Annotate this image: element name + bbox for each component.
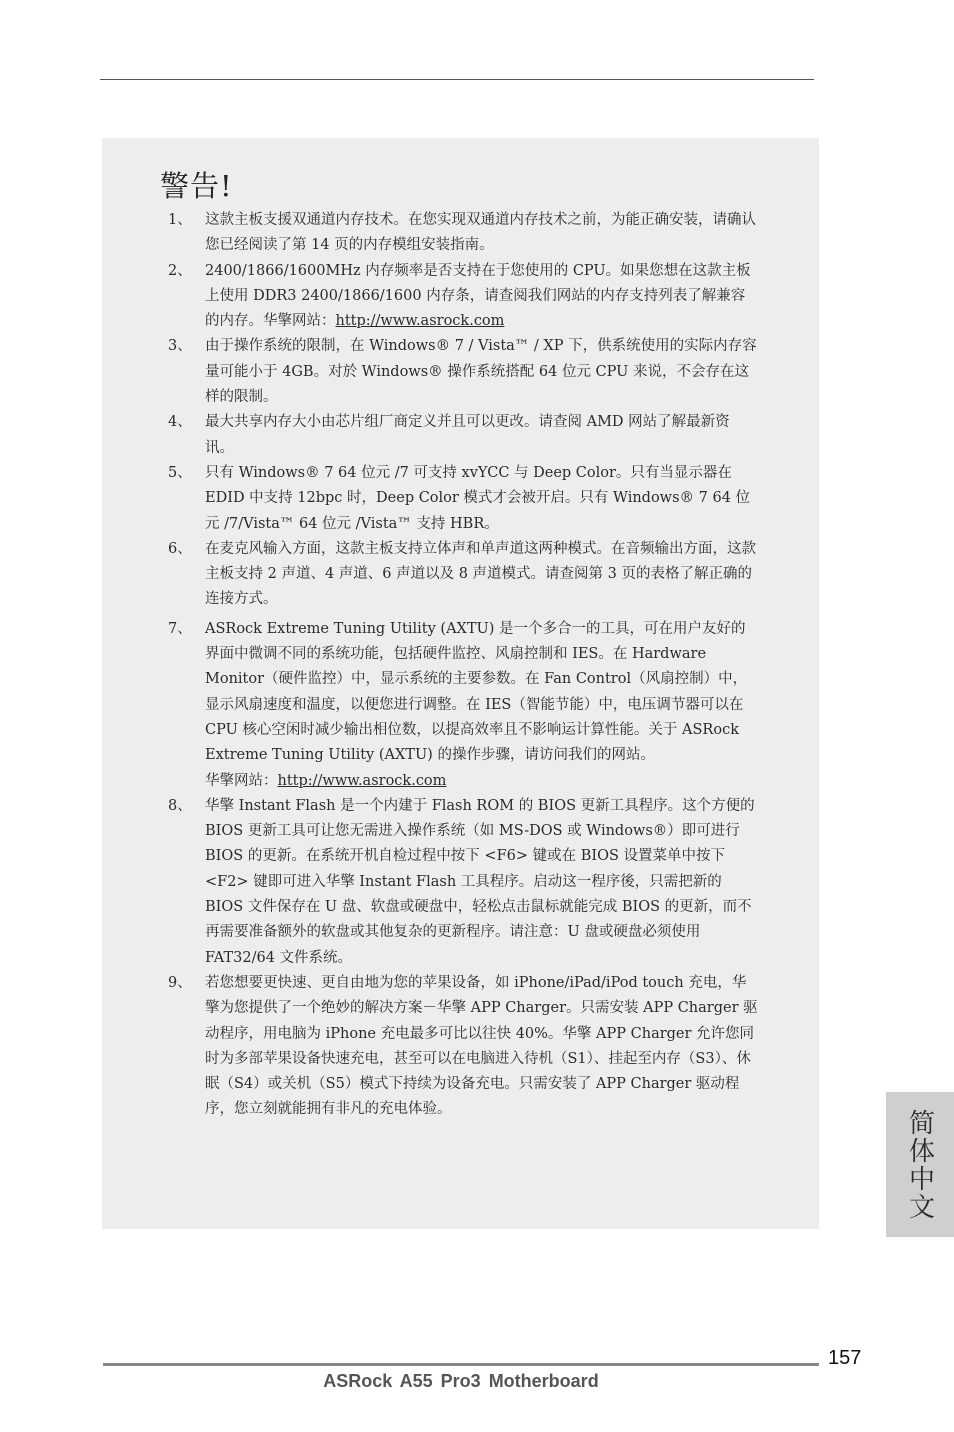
item-number: 9、 bbox=[168, 974, 192, 991]
item-text: 2400/1866/1600MHz 内存频率是否支持在于您使用的 CPU。如果您想在这款主板上使用 DDR3 2400/1866/1600 内存条，请查阅我们网站的内存支持列表了解兼容的内存。华擎网站： bbox=[205, 262, 751, 330]
item-number: 3、 bbox=[168, 338, 192, 355]
item-text: 这款主板支援双通道内存技术。在您实现双通道内存技术之前，为能正确安装，请确认您已经阅读了第 14 页的内存模组安装指南。 bbox=[205, 212, 756, 254]
item-text: 华擎 Instant Flash 是一个内建于 Flash ROM 的 BIOS 更新工具程序。这个方便的 BIOS 更新工具可让您无需进入操作系统（如 MS-DOS 或 Windows®）即可进行 BIOS 的更新。在系统开机自检过程中按下 <F6> 键或在 BIOS 设置菜单中按下 <F2> 键即可进入华擎 Instant Flash 工具程序。启动这一程序後，只需把新的 BIOS 文件保存在 U 盘、软盘或硬盘中，轻松点击鼠标就能完成 BIOS 的更新，而不再需要准备额外的软盘或其他复杂的更新程序。请注意：U 盘或硬盘必须使用 FAT32/64 文件系统。 bbox=[205, 797, 755, 966]
item-number: 6、 bbox=[168, 540, 192, 557]
list-item bbox=[168, 794, 758, 971]
warning-title: 警告! bbox=[160, 169, 233, 203]
item-text: 由于操作系统的限制，在 Windows® 7 / Vista™ / XP 下，供系统使用的实际内存容量可能小于 4GB。对於 Windows® 操作系统搭配 64 位元 CPU 来说，不会存在这样的限制。 bbox=[205, 338, 757, 406]
list-item bbox=[168, 259, 758, 335]
warning-box bbox=[102, 138, 819, 1229]
item-number: 2、 bbox=[168, 262, 192, 279]
list-item bbox=[168, 334, 758, 410]
list-item bbox=[168, 537, 758, 613]
list-item bbox=[168, 208, 758, 259]
item-number: 4、 bbox=[168, 414, 192, 431]
item-number: 7、 bbox=[168, 620, 192, 637]
website-link[interactable]: http://www.asrock.com bbox=[277, 772, 447, 789]
list-item bbox=[168, 461, 758, 537]
website-link[interactable]: http://www.asrock.com bbox=[335, 313, 505, 330]
item-number: 5、 bbox=[168, 464, 192, 481]
footer-product-name: ASRock A55 Pro3 Motherboard bbox=[323, 1371, 599, 1391]
language-tab bbox=[886, 1092, 954, 1237]
item-text: 若您想要更快速、更自由地为您的苹果设备，如 iPhone/iPad/iPod touch 充电，华擎为您提供了一个绝妙的解决方案－华擎 APP Charger。只需安装 APP Charger 驱动程序，用电脑为 iPhone 充电最多可比以往快 40%。华擎 APP Charger 允许您同时为多部苹果设备快速充电，甚至可以在电脑进入待机（S1）、挂起至内存（S3）、休眠（S4）或关机（S5）模式下持续为设备充电。只需安装了 APP Charger 驱动程序，您立刻就能拥有非凡的充电体验。 bbox=[205, 974, 758, 1118]
item-number: 8、 bbox=[168, 797, 192, 814]
list-item bbox=[168, 410, 758, 461]
warning-list bbox=[168, 208, 758, 1123]
bottom-rule bbox=[103, 1363, 819, 1366]
list-item bbox=[168, 617, 758, 794]
list-item bbox=[168, 971, 758, 1123]
website-label: 华擎网站： bbox=[205, 772, 278, 789]
top-rule bbox=[100, 79, 814, 80]
item-number: 1、 bbox=[168, 212, 192, 228]
page-number: 157 bbox=[828, 1347, 862, 1369]
item-text: 只有 Windows® 7 64 位元 /7 可支持 xvYCC 与 Deep Color。只有当显示器在 EDID 中支持 12bpc 时，Deep Color 模式才会被开启。只有 Windows® 7 64 位元 /7/Vista™ 64 位元 /Vista™ 支持 HBR。 bbox=[205, 464, 751, 532]
item-text: 在麦克风输入方面，这款主板支持立体声和单声道这两种模式。在音频输出方面，这款主板支持 2 声道、4 声道、6 声道以及 8 声道模式。请查阅第 3 页的表格了解正确的连接方式。 bbox=[205, 540, 756, 608]
item-text: ASRock Extreme Tuning Utility (AXTU) 是一个多合一的工具，可在用户友好的界面中微调不同的系统功能，包括硬件监控、风扇控制和 IES。在 Hardware Monitor（硬件监控）中，显示系统的主要参数。在 Fan Control（风扇控制）中，显示风扇速度和温度，以便您进行调整。在 IES（智能节能）中，电压调节器可以在 CPU 核心空闲时减少输出相位数，以提高效率且不影响运计算性能。关于 ASRock Extreme Tuning Utility (AXTU) 的操作步骤，请访问我们的网站。 bbox=[205, 620, 748, 764]
language-tab-label: 简体中文 bbox=[904, 1108, 935, 1221]
item-text: 最大共享内存大小由芯片组厂商定义并且可以更改。请查阅 AMD 网站了解最新资讯。 bbox=[205, 414, 730, 456]
